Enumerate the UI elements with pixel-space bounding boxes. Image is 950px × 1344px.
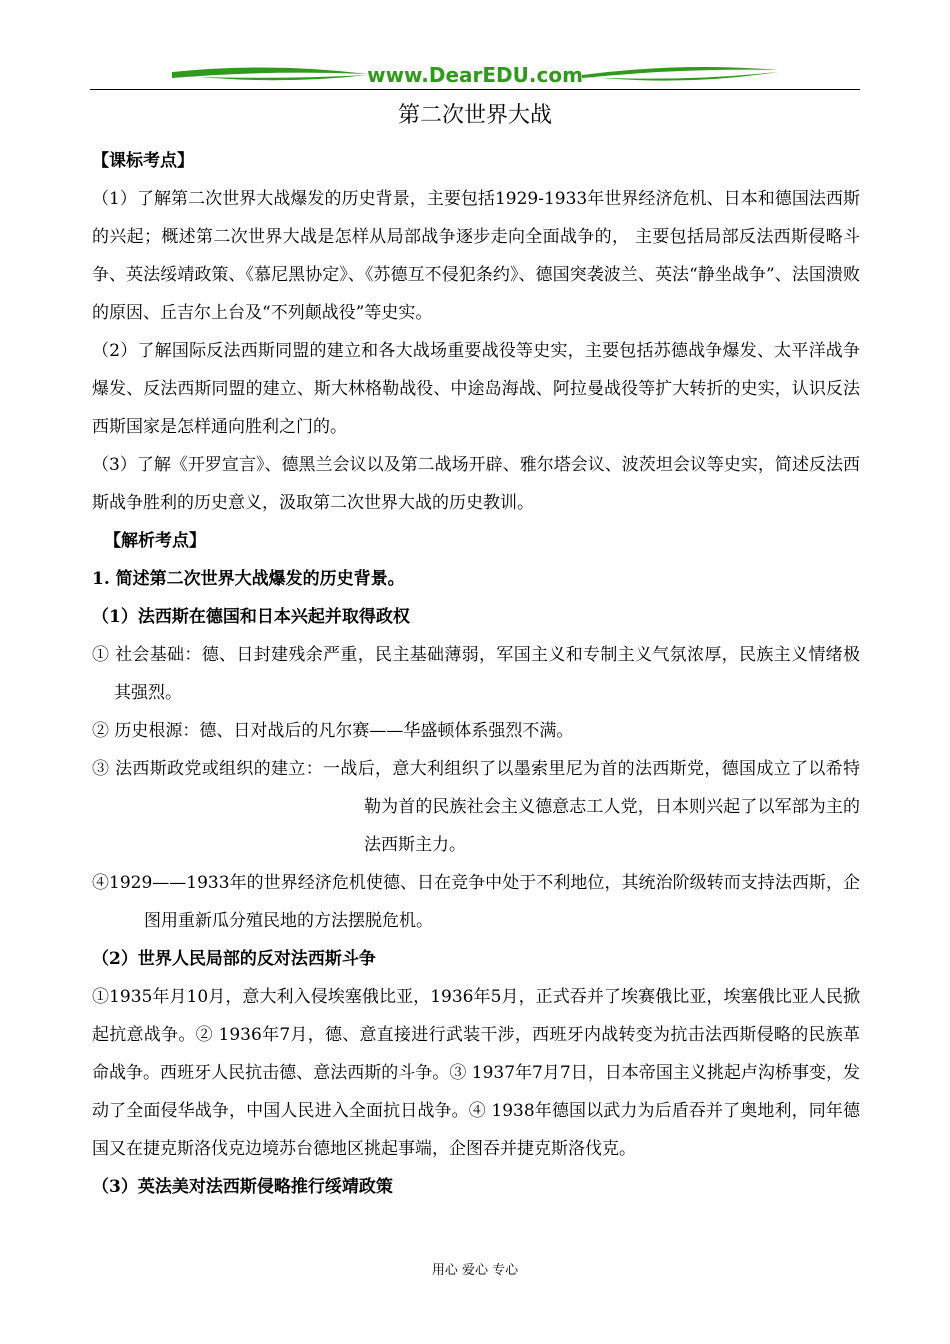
section-heading-jiexi: 【解析考点】 <box>104 531 206 551</box>
page-title: 第二次世界大战 <box>397 103 552 128</box>
header-rule <box>90 89 860 90</box>
subheading-2: （2）世界人民局部的反对法西斯斗争 <box>92 949 376 969</box>
paragraph-3: （3）了解《开罗宣言》、德黑兰会议以及第二战场开辟、雅尔塔会议、波茨坦会议等史实，简述反法西斯战争胜利的历史意义，汲取第二次世界大战的历史教训。 <box>92 455 860 513</box>
paragraph-2: （2）了解国际反法西斯同盟的建立和各大战场重要战役等史实，主要包括苏德战争爆发、太平洋战争爆发、反法西斯同盟的建立、斯大林格勒战役、中途岛海战、阿拉曼战役等扩大转折的史实，认识反法西斯国家是怎样通向胜利之门的。 <box>92 341 860 437</box>
document-body <box>92 142 860 1206</box>
list-item: ③ 法西斯政党或组织的建立：一战后，意大利组织了以墨索里尼为首的法西斯党，德国成立了以希特勒为首的民族社会主义德意志工人党，日本则兴起了以军部为主的法西斯主力。 <box>92 759 860 855</box>
list-item: ④1929——1933年的世界经济危机使德、日在竞争中处于不利地位，其统治阶级转而支持法西斯，企图用重新瓜分殖民地的方法摆脱危机。 <box>92 873 860 931</box>
page-footer: 用心 爱心 专心 <box>431 1263 519 1278</box>
section-heading-kaodian: 【课标考点】 <box>92 151 194 171</box>
site-logo: www.DearEDU.com <box>367 63 583 87</box>
paragraph-1: （1）了解第二次世界大战爆发的历史背景，主要包括1929-1933年世界经济危机、日本和德国法西斯的兴起；概述第二次世界大战是怎样从局部战争逐步走向全面战争的， 主要包括局部反法西斯侵略斗争、英法绥靖政策、《慕尼黑协定》、《苏德互不侵犯条约》、德国突袭波兰、英法“静坐战争”、法国溃败的原因、丘吉尔上台及“不列颠战役”等史实。 <box>92 189 860 323</box>
subheading-3: （3）英法美对法西斯侵略推行绥靖政策 <box>92 1177 393 1197</box>
question-1: 1. 简述第二次世界大战爆发的历史背景。 <box>92 569 405 589</box>
subheading-1: （1）法西斯在德国和日本兴起并取得政权 <box>92 607 410 627</box>
list-item: ① 社会基础：德、日封建残余严重，民主基础薄弱，军国主义和专制主义气氛浓厚，民族主义情绪极其强烈。 <box>92 645 860 703</box>
paragraph-4: ①1935年月10月，意大利入侵埃塞俄比亚，1936年5月，正式吞并了埃赛俄比亚，埃塞俄比亚人民掀起抗意战争。② 1936年7月，德、意直接进行武装干涉，西班牙内战转变为抗击法西斯侵略的民族革命战争。西班牙人民抗击德、意法西斯的斗争。③ 1937年7月7日，日本帝国主义挑起卢沟桥事变，发动了全面侵华战争，中国人民进入全面抗日战争。④ 1938年德国以武力为后盾吞并了奥地利，同年德国又在捷克斯洛伐克边境苏台德地区挑起事端，企图吞并捷克斯洛伐克。 <box>92 987 860 1159</box>
list-item: ② 历史根源：德、日对战后的凡尔赛——华盛顿体系强烈不满。 <box>92 721 574 741</box>
site-header <box>90 60 860 90</box>
